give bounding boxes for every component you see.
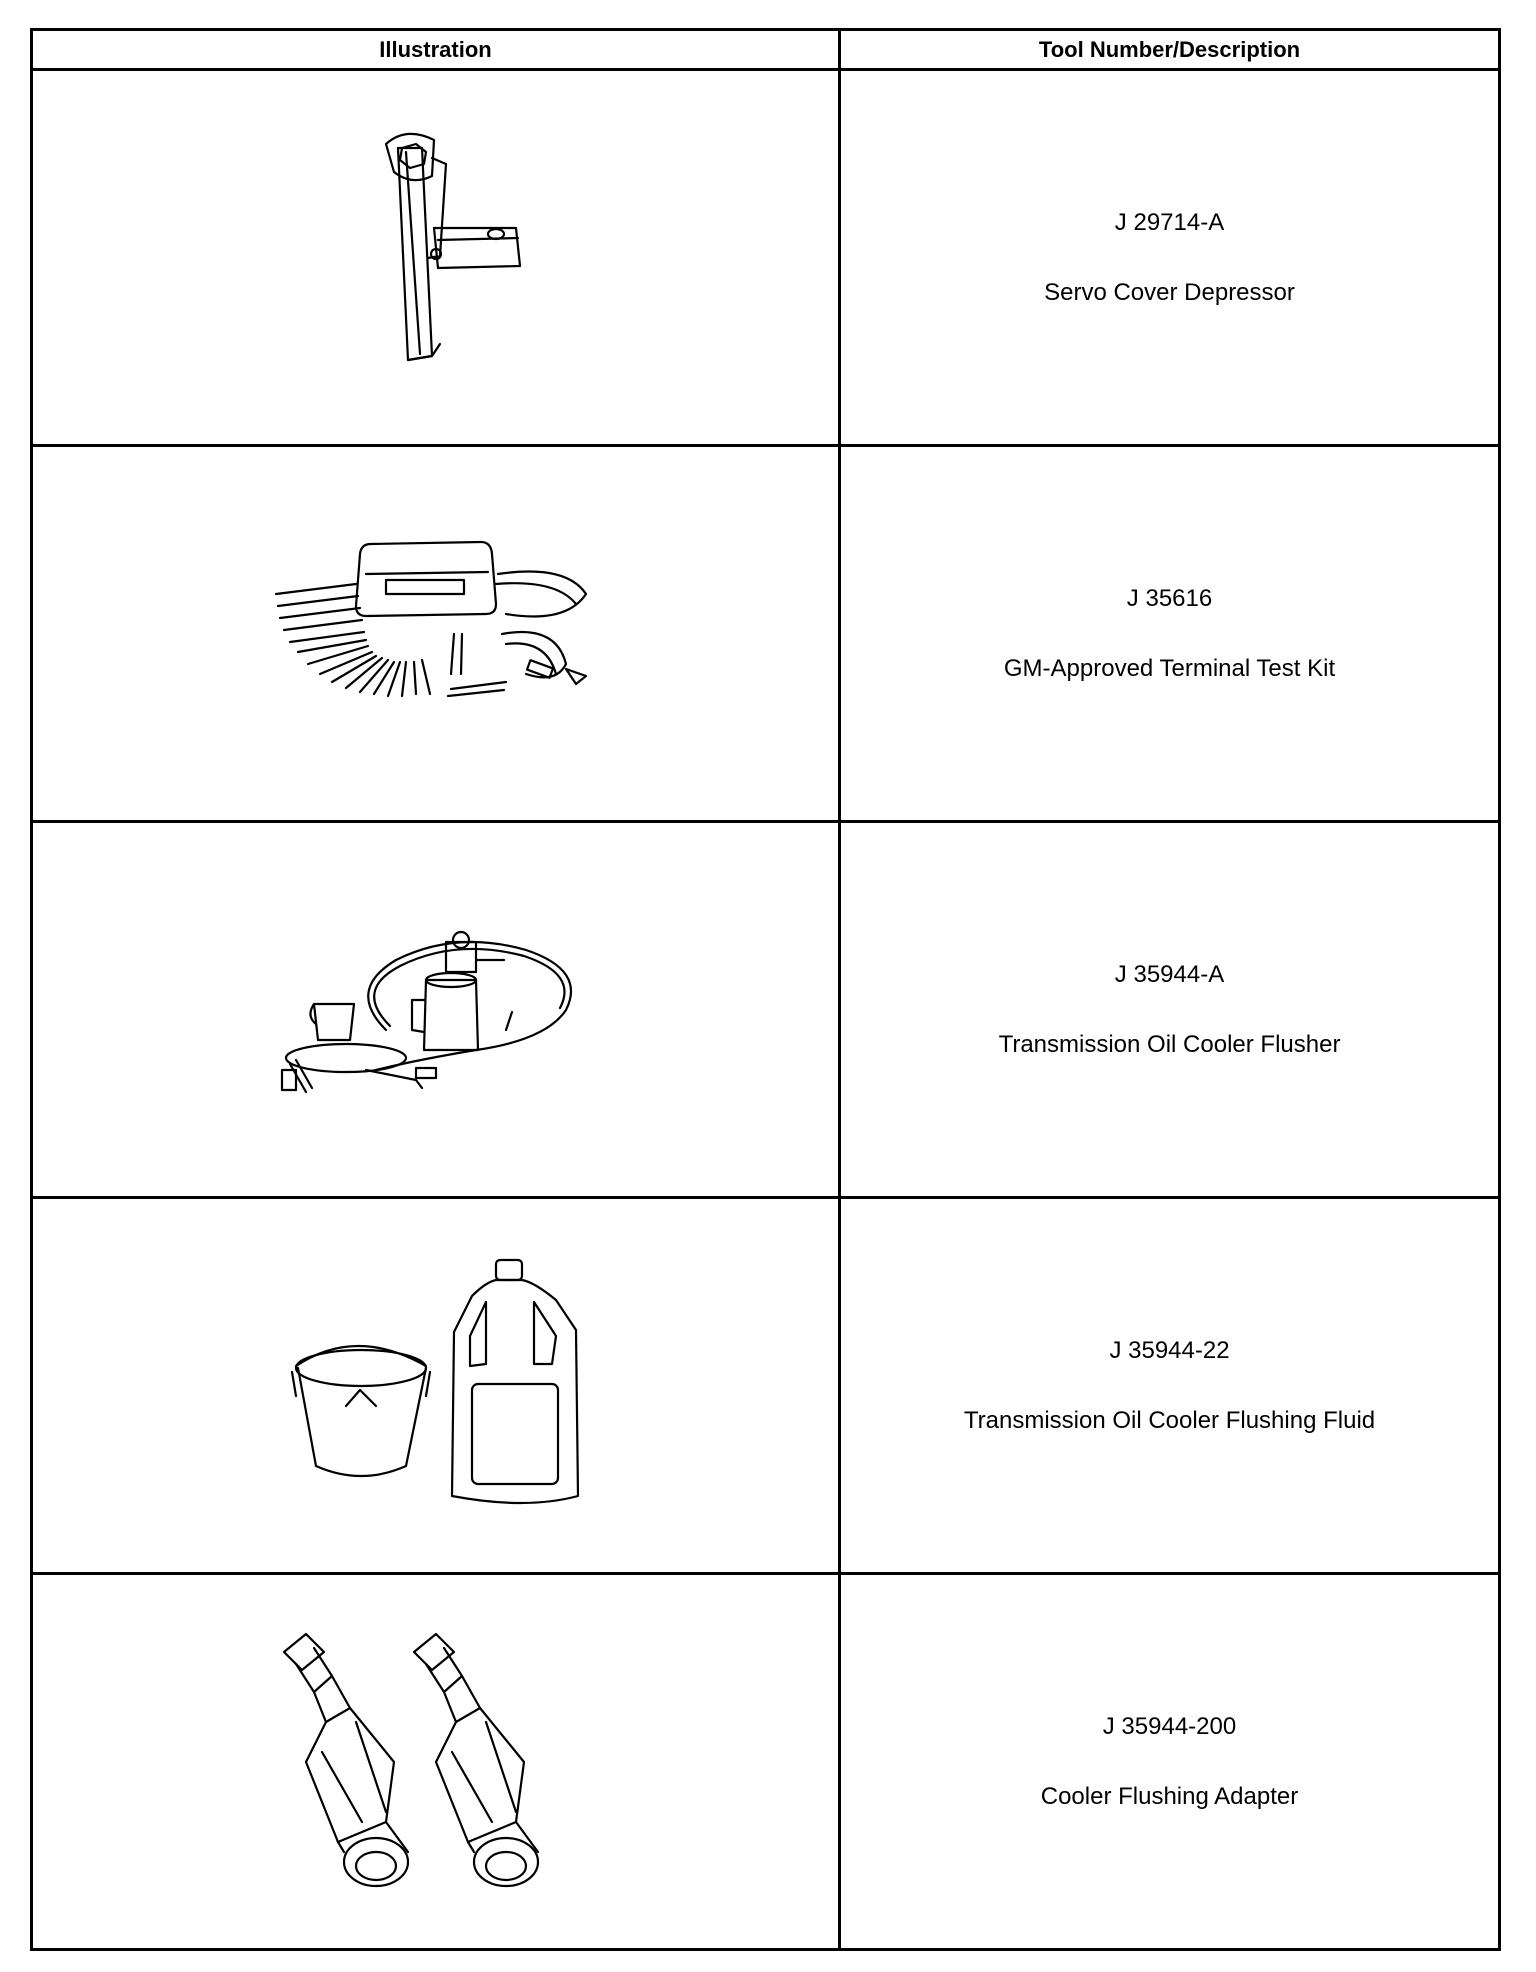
tool-description: GM-Approved Terminal Test Kit: [1003, 654, 1336, 682]
illustration-cell: [32, 822, 840, 1198]
illustration-cell: [32, 1574, 840, 1950]
header-illustration: Illustration: [32, 30, 840, 70]
tool-number: J 35944-22: [1109, 1336, 1230, 1364]
description-cell: [840, 70, 1500, 446]
tool-description: Cooler Flushing Adapter: [1040, 1782, 1299, 1810]
table-row: [32, 70, 1500, 446]
tool-description: Servo Cover Depressor: [1044, 278, 1295, 306]
oil-cooler-flusher-icon: [266, 920, 606, 1100]
description-cell: [840, 822, 1500, 1198]
flushing-fluid-icon: [276, 1256, 596, 1516]
flushing-adapter-icon: [266, 1612, 606, 1912]
description-cell: [840, 446, 1500, 822]
table-row: [32, 1574, 1500, 1950]
tool-number: J 35616: [1126, 584, 1213, 612]
tool-number: J 35944-200: [1102, 1712, 1237, 1740]
description-cell: [840, 1574, 1500, 1950]
table-row: [32, 1198, 1500, 1574]
servo-cover-depressor-icon: [336, 128, 536, 388]
tool-description: Transmission Oil Cooler Flushing Fluid: [963, 1406, 1376, 1434]
illustration-cell: [32, 70, 840, 446]
table-row: [32, 446, 1500, 822]
tool-number: J 35944-A: [1114, 960, 1225, 988]
tool-description: Transmission Oil Cooler Flusher: [998, 1030, 1341, 1058]
table-header-row: [32, 30, 1500, 70]
terminal-test-kit-icon: [266, 524, 606, 744]
illustration-cell: [32, 446, 840, 822]
table-row: [32, 822, 1500, 1198]
header-tool-number-description: Tool Number/Description: [840, 30, 1500, 70]
tool-number: J 29714-A: [1114, 208, 1225, 236]
tool-table: [30, 28, 1501, 1951]
description-cell: [840, 1198, 1500, 1574]
illustration-cell: [32, 1198, 840, 1574]
